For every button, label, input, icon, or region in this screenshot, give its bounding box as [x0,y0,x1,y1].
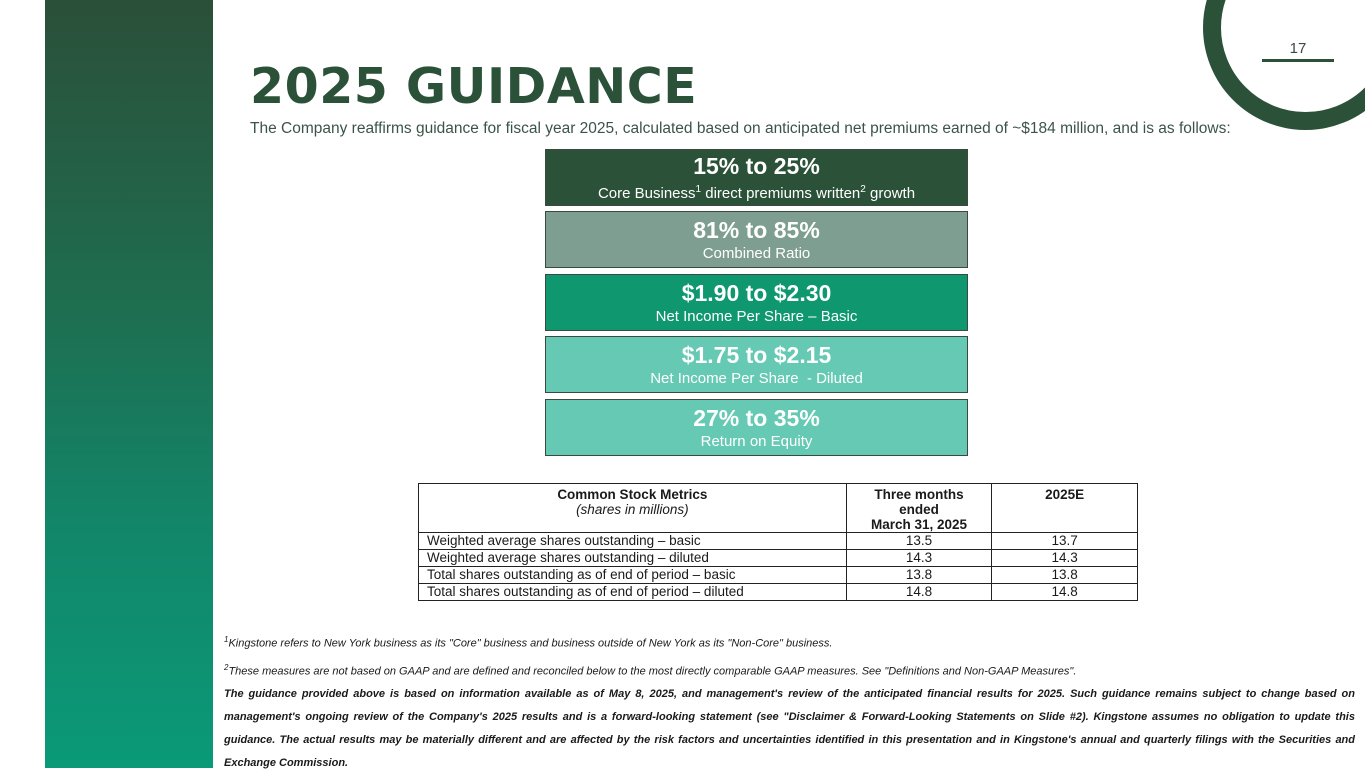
guidance-value: 81% to 85% [693,216,820,243]
guidance-box-eps-basic [545,274,968,331]
footnote-ref: 1 [695,183,702,195]
guidance-box-combined-ratio [545,211,968,268]
page-number-underline [1262,59,1334,62]
header-metric-sub: (shares in millions) [576,502,689,517]
guidance-label: Combined Ratio [702,244,811,262]
metric-cell: Weighted average shares outstanding – basic [419,533,847,550]
guidance-disclaimer: The guidance provided above is based on information available as of May 8, 2025, and management's review of the anticipated financial results for 2025. Such guidance remains subject to change based on management's ongoing review of the Company's 2025 results and is a forward-looking statement (see "Disclaimer & Forward-Looking Statements on Slide #2). Kingstone assumes no obligation to update this guidance. The actual results may be materially different and are affected by the risk factors and uncertainties identified in this presentation and in Kingstone's annual and quarterly filings with the Securities and Exchange Commission. [224,688,1355,770]
metric-cell: Total shares outstanding as of end of period – basic [419,567,847,584]
guidance-label: Net Income Per Share – Basic [655,307,858,325]
guidance-value: 27% to 35% [693,404,820,431]
footnote-ref: 2 [860,183,866,195]
guidance-label: Return on Equity [700,432,813,450]
page-subtitle: The Company reaffirms guidance for fiscal year 2025, calculated based on anticipated net premiums earned of ~$184 million, and is as follows: [250,120,1231,137]
footnote-2: $^2$These measures are not based on GAAP and are defined and reconciled below to the most directly comparable GAAP measures. See "Definitions and Non-GAAP Measures". [224,662,1077,678]
metric-cell: Weighted average shares outstanding – diluted [419,550,847,567]
guidance-value: $1.75 to $2.15 [681,341,832,368]
q1-cell: 14.3 [846,550,992,567]
table-row [419,533,1138,550]
footnotes [224,628,1355,775]
table-row [419,550,1138,567]
q1-cell: 13.8 [846,567,992,584]
header-2025e: 2025E [992,484,1138,533]
guidance-label: Net Income Per Share - Diluted [650,369,863,387]
e2025-cell: 13.8 [992,567,1138,584]
metric-cell: Total shares outstanding as of end of period – diluted [419,584,847,601]
guidance-value: $1.90 to $2.30 [681,279,832,306]
q1-cell: 13.5 [846,533,992,550]
table-row [419,567,1138,584]
e2025-cell: 14.8 [992,584,1138,601]
e2025-cell: 13.7 [992,533,1138,550]
table-row [419,584,1138,601]
table-header-row [419,484,1138,533]
common-stock-metrics-table [418,483,1138,601]
q1-cell: 14.8 [846,584,992,601]
header-three-months: Three months ended March 31, 2025 [846,484,992,533]
page-title: 2025 GUIDANCE [250,58,698,115]
guidance-value: 15% to 25% [693,152,820,179]
side-bar [45,0,213,768]
header-three-months-sub: March 31, 2025 [870,517,968,532]
header-metric: Common Stock Metrics (shares in millions) [419,484,847,533]
page-number: 17 [1289,40,1307,57]
guidance-box-premiums-growth [545,149,968,206]
guidance-box-eps-diluted [545,336,968,393]
decorative-ring [1203,0,1365,130]
guidance-label: Core Business$^1$ direct premiums written$^2$ growth [597,183,916,202]
e2025-cell: 14.3 [992,550,1138,567]
guidance-box-roe [545,399,968,456]
footnote-1: $^1$Kingstone refers to New York business as its "Core" business and business outside of New York as its "Non-Core" business. [224,635,833,650]
